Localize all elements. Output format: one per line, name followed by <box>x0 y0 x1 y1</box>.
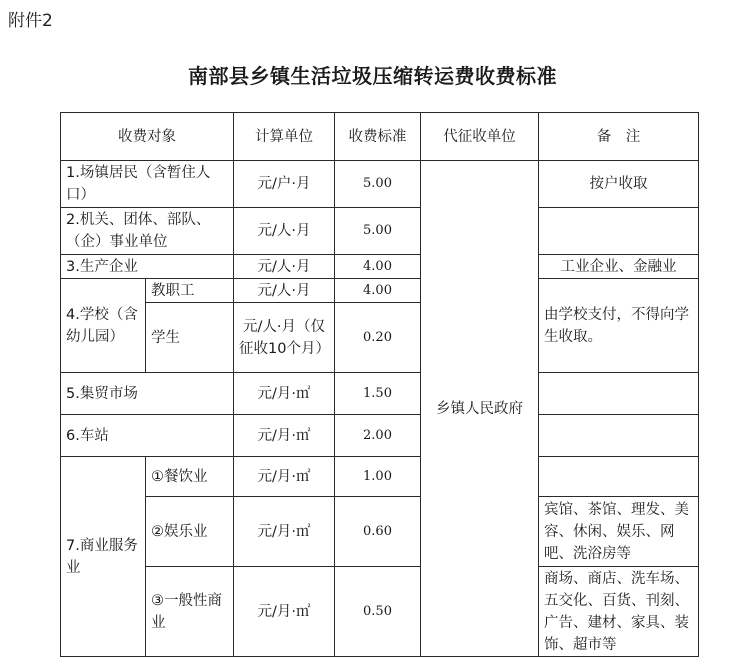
table-row <box>61 208 699 255</box>
catering-remark <box>539 457 699 497</box>
general-remark: 商场、商店、洗车场、五交化、百货、刊刻、广告、建材、家具、装饰、超市等 <box>539 567 699 657</box>
row2-object: 2.机关、团体、部队、（企）事业单位 <box>61 208 234 255</box>
school-student-unit: 元/人·月（仅征收10个月） <box>234 303 335 373</box>
row1-remark: 按户收取 <box>539 161 699 208</box>
table-row <box>61 255 699 279</box>
entertainment-standard: 0.60 <box>335 497 421 567</box>
row5-unit: 元/月·㎡ <box>234 373 335 415</box>
catering-standard: 1.00 <box>335 457 421 497</box>
row2-unit: 元/人·月 <box>234 208 335 255</box>
general-standard: 0.50 <box>335 567 421 657</box>
document-title: 南部县乡镇生活垃圾压缩转运费收费标准 <box>188 64 557 88</box>
general-unit: 元/月·㎡ <box>234 567 335 657</box>
header-collector: 代征收单位 <box>421 113 539 161</box>
catering-unit: 元/月·㎡ <box>234 457 335 497</box>
row1-object: 1.场镇居民（含暂住人口） <box>61 161 234 208</box>
school-staff-label: 教职工 <box>146 279 234 303</box>
table-row <box>61 373 699 415</box>
entertainment-unit: 元/月·㎡ <box>234 497 335 567</box>
school-remark: 由学校支付，不得向学生收取。 <box>539 279 699 373</box>
table-row <box>61 567 699 657</box>
commerce-object: 7.商业服务业 <box>61 457 146 657</box>
row2-remark <box>539 208 699 255</box>
header-object: 收费对象 <box>61 113 234 161</box>
table-row <box>61 415 699 457</box>
row6-object: 6.车站 <box>61 415 234 457</box>
row5-standard: 1.50 <box>335 373 421 415</box>
header-unit: 计算单位 <box>234 113 335 161</box>
table-row <box>61 497 699 567</box>
row6-standard: 2.00 <box>335 415 421 457</box>
row3-object: 3.生产企业 <box>61 255 234 279</box>
school-object: 4.学校（含幼儿园） <box>61 279 146 373</box>
school-student-label: 学生 <box>146 303 234 373</box>
row5-object: 5.集贸市场 <box>61 373 234 415</box>
table-header-row <box>61 113 699 161</box>
entertainment-remark: 宾馆、茶馆、理发、美容、休闲、娱乐、网吧、洗浴房等 <box>539 497 699 567</box>
school-student-standard: 0.20 <box>335 303 421 373</box>
row3-unit: 元/人·月 <box>234 255 335 279</box>
row1-unit: 元/户·月 <box>234 161 335 208</box>
school-staff-unit: 元/人·月 <box>234 279 335 303</box>
row6-unit: 元/月·㎡ <box>234 415 335 457</box>
row3-remark: 工业企业、金融业 <box>539 255 699 279</box>
row1-standard: 5.00 <box>335 161 421 208</box>
collector-cell: 乡镇人民政府 <box>421 161 539 657</box>
catering-label: ①餐饮业 <box>146 457 234 497</box>
table-row <box>61 457 699 497</box>
header-standard: 收费标准 <box>335 113 421 161</box>
row3-standard: 4.00 <box>335 255 421 279</box>
header-remark: 备 注 <box>539 113 699 161</box>
general-label: ③一般性商业 <box>146 567 234 657</box>
school-staff-standard: 4.00 <box>335 279 421 303</box>
attachment-label: 附件2 <box>8 11 53 31</box>
row2-standard: 5.00 <box>335 208 421 255</box>
row6-remark <box>539 415 699 457</box>
entertainment-label: ②娱乐业 <box>146 497 234 567</box>
fee-standard-table <box>60 112 699 657</box>
table-row <box>61 279 699 303</box>
table-row <box>61 161 699 208</box>
row5-remark <box>539 373 699 415</box>
